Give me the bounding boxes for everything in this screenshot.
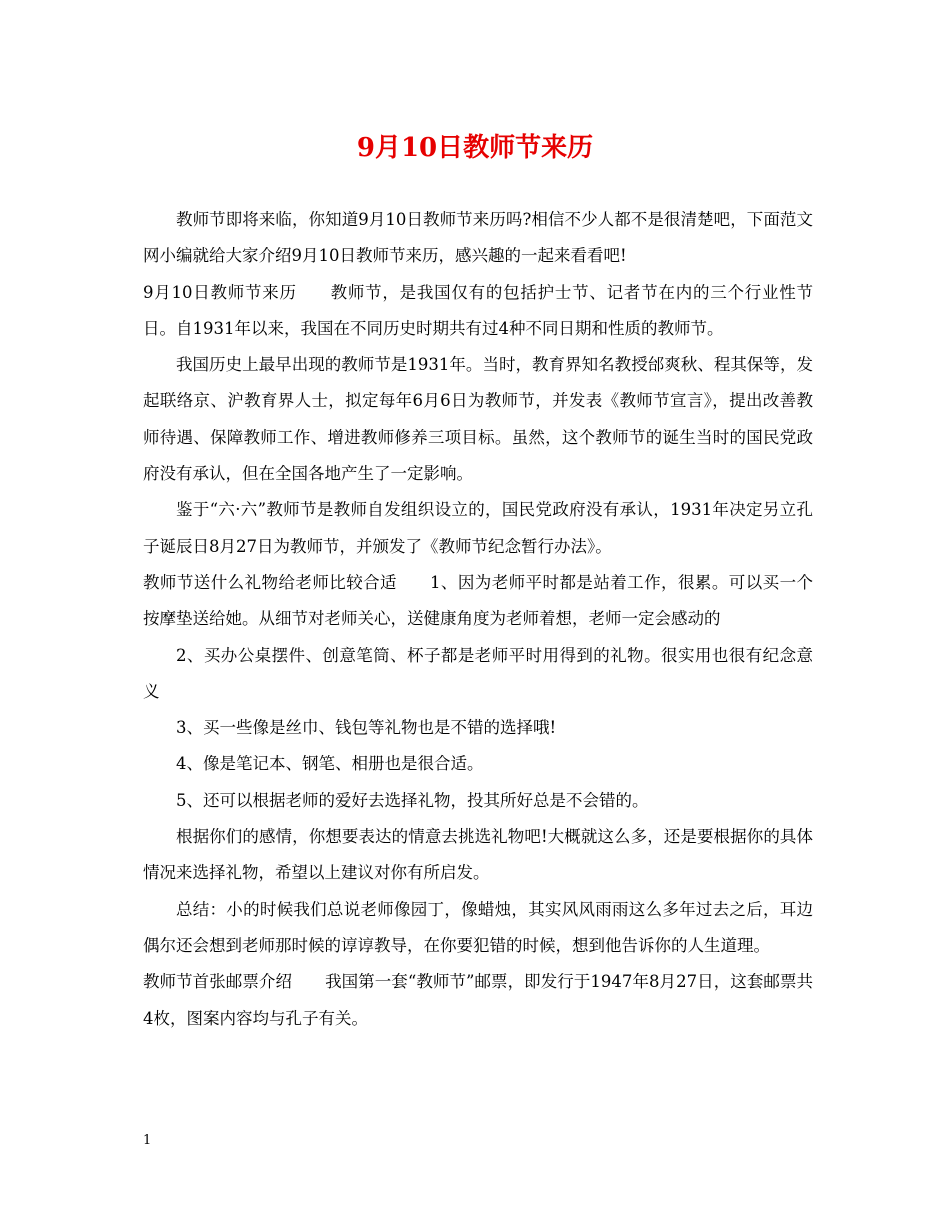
paragraph — [143, 710, 813, 746]
paragraph — [143, 202, 813, 275]
paragraph — [143, 892, 813, 965]
paragraph — [143, 638, 813, 711]
paragraph-text: 我国历史上最早出现的教师节是1931年。当时，教育界知名教授邰爽秋、程其保等，发起联络京、沪教育界人士，拟定每年6月6日为教师节，并发表《教师节宣言》，提出改善教师待遇、保障教师工作、增进教师修养三项目标。虽然，这个教师节的诞生当时的国民党政府没有承认，但在全国各地产生了一定影响。 — [143, 355, 813, 484]
paragraph-text: 教师节，是我国仅有的包括护士节、记者节在内的三个行业性节日。自1931年以来，我国在不同历史时期共有过4种不同日期和性质的教师节。 — [143, 282, 814, 338]
paragraph — [143, 746, 813, 782]
paragraph-text: 1、因为老师平时都是站着工作，很累。可以买一个按摩垫送给她。从细节对老师关心，送健康角度为老师着想，老师一定会感动的 — [143, 572, 814, 629]
paragraph-text: 总结：小的时候我们总说老师像园丁，像蜡烛，其实风风雨雨这么多年过去之后，耳边偶尔还会想到老师那时候的谆谆教导，在你要犯错的时候，想到他告诉你的人生道理。 — [143, 899, 813, 955]
paragraph-text: 教师节即将来临，你知道9月10日教师节来历吗?相信不少人都不是很清楚吧，下面范文网小编就给大家介绍9月10日教师节来历，感兴趣的一起来看看吧! — [143, 210, 813, 266]
document-title: 9月10日教师节来历 — [356, 133, 594, 163]
paragraph-text: 3、买一些像是丝巾、钱包等礼物也是不错的选择哦! — [176, 718, 557, 738]
paragraph — [143, 492, 813, 565]
paragraph — [143, 783, 813, 819]
paragraph-text: 2、买办公桌摆件、创意笔筒、杯子都是老师平时用得到的礼物。很实用也很有纪念意义 — [143, 645, 813, 701]
paragraph — [143, 565, 813, 638]
page-number: 1 — [143, 1133, 152, 1148]
paragraph-text: 我国第一套“教师节”邮票，即发行于1947年8月27日，这套邮票共4枚，图案内容均与孔子有关。 — [143, 972, 814, 1028]
section-heading: 教师节首张邮票介绍 — [143, 972, 293, 992]
paragraph-text: 5、还可以根据老师的爱好去选择礼物，投其所好总是不会错的。 — [176, 790, 649, 810]
paragraph — [143, 964, 813, 1037]
paragraph-text: 鉴于“六·六”教师节是教师自发组织设立的，国民党政府没有承认，1931年决定另立孔子诞辰日8月27日为教师节，并颁发了《教师节纪念暂行办法》。 — [143, 500, 813, 556]
paragraph — [143, 347, 813, 492]
section-heading: 教师节送什么礼物给老师比较合适 — [143, 572, 397, 592]
paragraph-text: 根据你们的感情，你想要表达的情意去挑选礼物吧!大概就这么多，还是要根据你的具体情况来选择礼物，希望以上建议对你有所启发。 — [143, 827, 813, 883]
paragraph-text: 4、像是笔记本、钢笔、相册也是很合适。 — [176, 754, 484, 774]
paragraph — [143, 819, 813, 892]
paragraph — [143, 275, 813, 348]
document-body — [143, 202, 813, 1037]
section-heading: 9月10日教师节来历 — [143, 282, 297, 302]
